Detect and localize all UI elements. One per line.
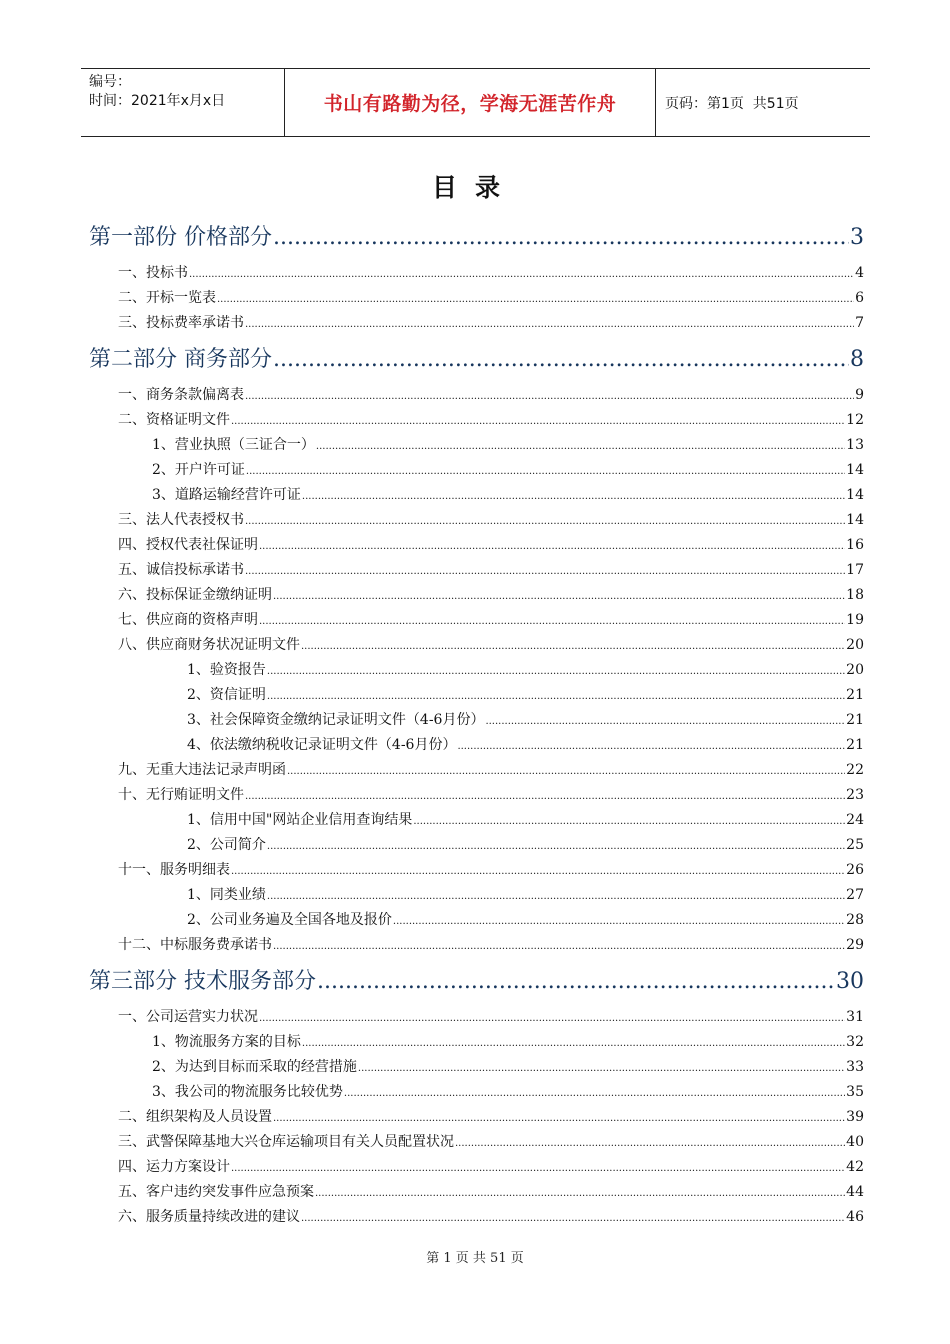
toc-dot-leader bbox=[259, 1013, 845, 1024]
toc-dot-leader bbox=[316, 441, 845, 452]
toc-page-number: 29 bbox=[846, 937, 864, 953]
toc-entry bbox=[118, 784, 864, 804]
toc-dot-leader bbox=[302, 1038, 845, 1049]
toc-dot-leader bbox=[267, 691, 845, 702]
toc-entry bbox=[187, 909, 864, 929]
toc-page-number: 44 bbox=[846, 1184, 864, 1200]
toc-entry bbox=[118, 534, 864, 554]
toc-entry bbox=[118, 409, 864, 429]
toc-dot-leader bbox=[413, 816, 845, 827]
toc-page-number: 35 bbox=[846, 1084, 864, 1100]
toc-entry bbox=[118, 1181, 864, 1201]
toc-dot-leader bbox=[245, 566, 845, 577]
toc-entry bbox=[118, 384, 864, 404]
toc-page-number: 46 bbox=[846, 1209, 864, 1225]
toc-entry bbox=[118, 509, 864, 529]
toc-dot-leader bbox=[393, 916, 845, 927]
toc-dot-leader bbox=[287, 766, 845, 777]
toc-page-number: 39 bbox=[846, 1109, 864, 1125]
toc-entry-title: 4、依法缴纳税收记录证明文件（4-6月份） bbox=[187, 737, 457, 753]
toc-entry-title: 二、组织架构及人员设置 bbox=[118, 1109, 272, 1125]
toc-page-number: 16 bbox=[846, 537, 864, 553]
toc-entry bbox=[187, 809, 864, 829]
toc-entry-title: 五、客户违约突发事件应急预案 bbox=[118, 1184, 314, 1200]
toc-dot-leader bbox=[302, 491, 845, 502]
toc-dot-leader bbox=[273, 591, 845, 602]
toc-entry-title: 2、公司业务遍及全国各地及报价 bbox=[187, 912, 392, 928]
toc-entry bbox=[118, 859, 864, 879]
toc-entry-title: 一、投标书 bbox=[118, 265, 188, 281]
toc-entry-title: 十一、服务明细表 bbox=[118, 862, 230, 878]
toc-part-entry bbox=[89, 342, 864, 372]
toc-entry-title: 三、投标费率承诺书 bbox=[118, 315, 244, 331]
toc-page-number: 20 bbox=[846, 662, 864, 678]
toc-page-number: 9 bbox=[855, 387, 864, 403]
toc-part-entry bbox=[89, 220, 864, 250]
toc-dot-leader bbox=[189, 269, 854, 280]
toc-entry-title: 1、物流服务方案的目标 bbox=[152, 1034, 301, 1050]
toc-entry-title: 八、供应商财务状况证明文件 bbox=[118, 637, 300, 653]
toc-page-number: 13 bbox=[846, 437, 864, 453]
toc-entry bbox=[152, 434, 864, 454]
document-number-label: 编号： bbox=[89, 74, 131, 90]
toc-dot-leader bbox=[245, 319, 854, 330]
toc-dot-leader bbox=[301, 1213, 845, 1224]
toc-page-number: 26 bbox=[846, 862, 864, 878]
toc-entry bbox=[118, 584, 864, 604]
toc-page-number: 23 bbox=[846, 787, 864, 803]
toc-entry bbox=[118, 559, 864, 579]
toc-entry-title: 3、我公司的物流服务比较优势 bbox=[152, 1084, 343, 1100]
toc-entry-title: 1、同类业绩 bbox=[187, 887, 266, 903]
toc-dot-leader bbox=[273, 225, 849, 250]
toc-dot-leader bbox=[457, 741, 845, 752]
toc-entry bbox=[118, 287, 864, 307]
toc-page-number: 6 bbox=[855, 290, 864, 306]
toc-entry-title: 四、授权代表社保证明 bbox=[118, 537, 258, 553]
toc-dot-leader bbox=[259, 541, 845, 552]
toc-entry-title: 四、运力方案设计 bbox=[118, 1159, 230, 1175]
toc-page-number: 25 bbox=[846, 837, 864, 853]
toc-dot-leader bbox=[485, 716, 845, 727]
toc-page-number: 40 bbox=[846, 1134, 864, 1150]
toc-entry bbox=[187, 834, 864, 854]
toc-entry-title: 1、营业执照（三证合一） bbox=[152, 437, 315, 453]
toc-dot-leader bbox=[317, 969, 835, 994]
toc-entry-title: 3、道路运输经营许可证 bbox=[152, 487, 301, 503]
toc-page-number: 21 bbox=[846, 687, 864, 703]
toc-page-number: 21 bbox=[846, 737, 864, 753]
toc-entry-title: 第三部分 技术服务部分 bbox=[89, 969, 316, 994]
toc-entry-title: 2、公司简介 bbox=[187, 837, 266, 853]
toc-entry bbox=[187, 884, 864, 904]
toc-page-number: 31 bbox=[846, 1009, 864, 1025]
toc-page-number: 14 bbox=[846, 487, 864, 503]
toc-page-number: 27 bbox=[846, 887, 864, 903]
toc-entry-title: 六、投标保证金缴纳证明 bbox=[118, 587, 272, 603]
toc-entry-title: 十、无行贿证明文件 bbox=[118, 787, 244, 803]
toc-entry bbox=[118, 1156, 864, 1176]
toc-entry-title: 2、为达到目标而采取的经营措施 bbox=[152, 1059, 357, 1075]
toc-entry-title: 六、服务质量持续改进的建议 bbox=[118, 1209, 300, 1225]
toc-entry-title: 九、无重大违法记录声明函 bbox=[118, 762, 286, 778]
toc-entry bbox=[118, 759, 864, 779]
toc-entry bbox=[152, 1031, 864, 1051]
toc-entry bbox=[187, 734, 864, 754]
toc-dot-leader bbox=[315, 1188, 845, 1199]
toc-dot-leader bbox=[267, 841, 845, 852]
header-page-info: 页码：第1页 共51页 bbox=[665, 95, 799, 112]
toc-dot-leader bbox=[245, 791, 845, 802]
toc-entry-title: 2、开户许可证 bbox=[152, 462, 245, 478]
toc-entry bbox=[152, 459, 864, 479]
toc-entry bbox=[152, 1056, 864, 1076]
toc-dot-leader bbox=[231, 1163, 845, 1174]
toc-entry-title: 一、商务条款偏离表 bbox=[118, 387, 244, 403]
toc-entry-title: 2、资信证明 bbox=[187, 687, 266, 703]
toc-entry-title: 1、验资报告 bbox=[187, 662, 266, 678]
toc-page-number: 4 bbox=[855, 265, 864, 281]
toc-dot-leader bbox=[344, 1088, 845, 1099]
toc-page-number: 33 bbox=[846, 1059, 864, 1075]
header-motto: 书山有路勤为径，学海无涯苦作舟 bbox=[323, 93, 617, 115]
toc-entry bbox=[152, 484, 864, 504]
toc-entry-title: 二、资格证明文件 bbox=[118, 412, 230, 428]
toc-dot-leader bbox=[358, 1063, 845, 1074]
toc-entry bbox=[118, 1206, 864, 1226]
toc-entry-title: 五、诚信投标承诺书 bbox=[118, 562, 244, 578]
toc-entry-title: 七、供应商的资格声明 bbox=[118, 612, 258, 628]
toc-dot-leader bbox=[231, 416, 845, 427]
document-time-label: 时间：2021年x月x日 bbox=[89, 93, 226, 109]
toc-page-number: 12 bbox=[846, 412, 864, 428]
toc-page-number: 30 bbox=[836, 969, 864, 994]
toc-page-number: 20 bbox=[846, 637, 864, 653]
toc-entry bbox=[187, 659, 864, 679]
toc-entry-title: 三、武警保障基地大兴仓库运输项目有关人员配置状况 bbox=[118, 1134, 454, 1150]
toc-entry-title: 三、法人代表授权书 bbox=[118, 512, 244, 528]
toc-entry bbox=[152, 1081, 864, 1101]
toc-page-number: 8 bbox=[850, 347, 864, 372]
toc-entry-title: 1、信用中国"网站企业信用查询结果 bbox=[187, 812, 413, 828]
toc-entry bbox=[118, 1006, 864, 1026]
toc-entry bbox=[118, 262, 864, 282]
toc-entry-title: 二、开标一览表 bbox=[118, 290, 216, 306]
toc-page-number: 18 bbox=[846, 587, 864, 603]
toc-page-number: 42 bbox=[846, 1159, 864, 1175]
toc-dot-leader bbox=[267, 666, 845, 677]
toc-entry bbox=[118, 609, 864, 629]
toc-entry bbox=[118, 1131, 864, 1151]
toc-dot-leader bbox=[245, 516, 845, 527]
toc-dot-leader bbox=[231, 866, 845, 877]
toc-dot-leader bbox=[273, 1113, 845, 1124]
toc-page-number: 21 bbox=[846, 712, 864, 728]
toc-part-entry bbox=[89, 964, 864, 994]
toc-entry bbox=[187, 684, 864, 704]
toc-page-number: 32 bbox=[846, 1034, 864, 1050]
toc-dot-leader bbox=[267, 891, 845, 902]
toc-page-number: 17 bbox=[846, 562, 864, 578]
toc-page-number: 24 bbox=[846, 812, 864, 828]
toc-entry-title: 第二部分 商务部分 bbox=[89, 347, 272, 372]
toc-page-number: 14 bbox=[846, 462, 864, 478]
toc-title: 目录 bbox=[431, 173, 518, 202]
toc-page-number: 14 bbox=[846, 512, 864, 528]
toc-page-number: 3 bbox=[850, 225, 864, 250]
toc-page-number: 7 bbox=[855, 315, 864, 331]
toc-dot-leader bbox=[273, 347, 849, 372]
toc-dot-leader bbox=[259, 616, 845, 627]
toc-dot-leader bbox=[246, 466, 845, 477]
toc-entry bbox=[187, 709, 864, 729]
toc-entry bbox=[118, 634, 864, 654]
toc-dot-leader bbox=[273, 941, 845, 952]
toc-entry-title: 3、社会保障资金缴纳记录证明文件（4-6月份） bbox=[187, 712, 485, 728]
toc-entry bbox=[118, 1106, 864, 1126]
toc-page-number: 22 bbox=[846, 762, 864, 778]
toc-entry-title: 一、公司运营实力状况 bbox=[118, 1009, 258, 1025]
page-footer: 第 1 页 共 51 页 bbox=[426, 1251, 524, 1266]
toc-dot-leader bbox=[455, 1138, 845, 1149]
toc-entry-title: 第一部份 价格部分 bbox=[89, 225, 272, 250]
toc-entry bbox=[118, 312, 864, 332]
toc-dot-leader bbox=[245, 391, 854, 402]
toc-page-number: 19 bbox=[846, 612, 864, 628]
toc-page-number: 28 bbox=[846, 912, 864, 928]
toc-dot-leader bbox=[217, 294, 854, 305]
toc-entry bbox=[118, 934, 864, 954]
toc-entry-title: 十二、中标服务费承诺书 bbox=[118, 937, 272, 953]
toc-dot-leader bbox=[301, 641, 845, 652]
